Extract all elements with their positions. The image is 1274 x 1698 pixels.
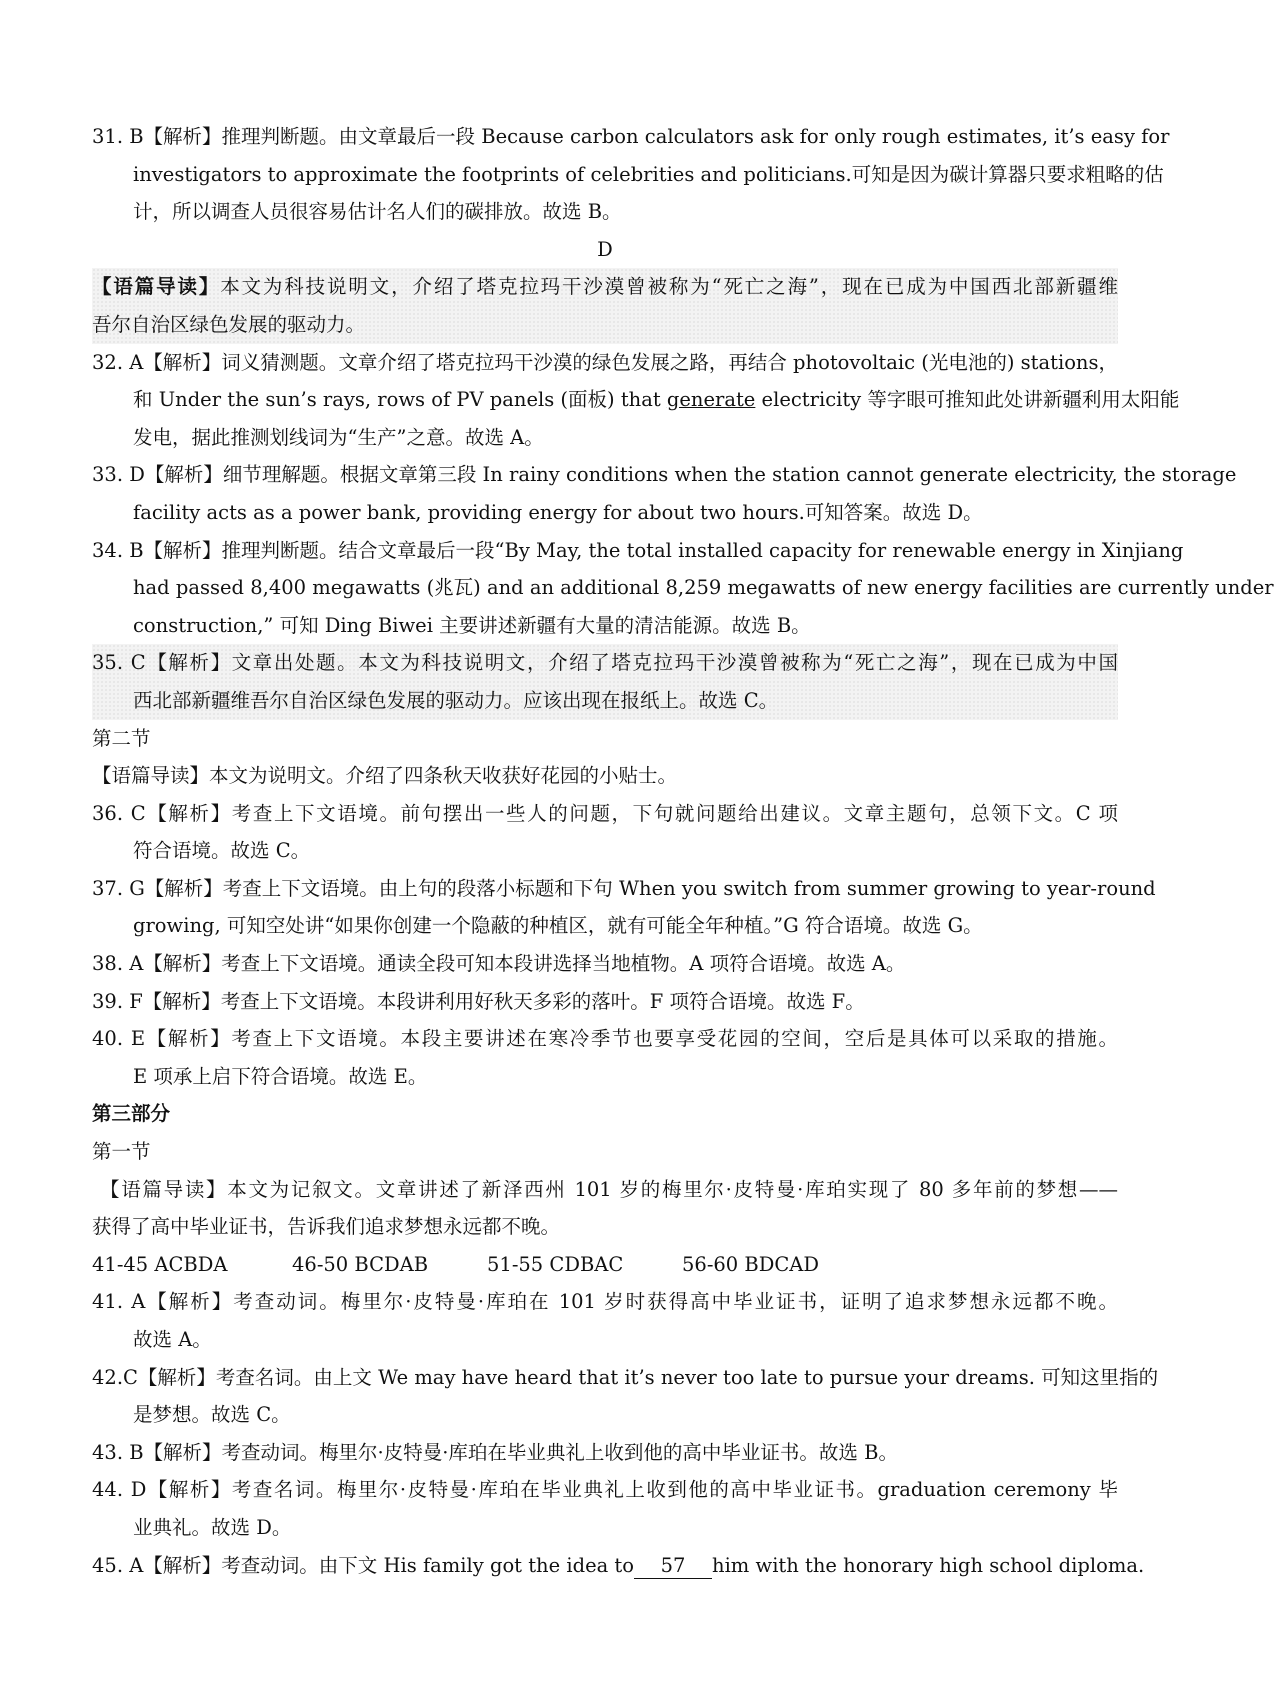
d-intro-line-1: 【语篇导读】本文为科技说明文，介绍了塔克拉玛干沙漠曾被称为“死亡之海”，现在已成为中国西北部新疆维 [92, 275, 1118, 299]
answer-key-46-50: 46-50 BCDAB [292, 1252, 429, 1276]
q32-line-3: 发电，据此推测划线词为“生产”之意。故选 A。 [133, 425, 544, 449]
q32-line-1: 32. A【解析】词义猜测题。文章介绍了塔克拉玛干沙漠的绿色发展之路，再结合 photovoltaic (光电池的) stations， [92, 350, 1118, 374]
q41-line-1: 41. A【解析】考查动词。梅里尔·皮特曼·库珀在 101 岁时获得高中毕业证书，证明了追求梦想永远都不晚。 [92, 1290, 1118, 1314]
q40-line-1: 40. E【解析】考查上下文语境。本段主要讲述在寒冷季节也要享受花园的空间，空后是具体可以采取的措施。 [92, 1027, 1118, 1051]
q45-text-post: him with the honorary high school diploma. [712, 1553, 1145, 1577]
answer-q36 [92, 795, 1118, 870]
q36-line-1: 36. C【解析】考查上下文语境。前句摆出一些人的问题，下句就问题给出建议。文章主题句，总领下文。C 项 [92, 801, 1118, 825]
q42-line-1: 42.C【解析】考查名词。由上文 We may have heard that it’s never too late to pursue your dreams. 可知这里指的 [92, 1365, 1159, 1389]
answer-q44 [92, 1471, 1118, 1546]
q34-line-2: had passed 8,400 megawatts (兆瓦) and an additional 8,259 megawatts of new energy facilities are currently under [133, 576, 1274, 600]
q41-line-2: 故选 A。 [133, 1328, 212, 1351]
q44-line-1: 44. D【解析】考查名词。梅里尔·皮特曼·库珀在毕业典礼上收到他的高中毕业证书。graduation ceremony 毕 [92, 1478, 1118, 1502]
d-intro-line-2: 吾尔自治区绿色发展的驱动力。 [92, 312, 366, 336]
answer-q41 [92, 1283, 1118, 1358]
q34-line-1: 34. B【解析】推理判断题。结合文章最后一段“By May, the total installed capacity for renewable energy in Xinjiang [92, 538, 1184, 562]
q31-line-3: 计，所以调查人员很容易估计名人们的碳排放。故选 B。 [133, 200, 622, 224]
q35-line-1: 35. C【解析】文章出处题。本文为科技说明文，介绍了塔克拉玛干沙漠曾被称为“死亡之海”，现在已成为中国 [92, 651, 1118, 675]
answer-q39: 39. F【解析】考查上下文语境。本段讲利用好秋天多彩的落叶。F 项符合语境。故选 F。 [92, 989, 865, 1013]
q33-line-1: 33. D【解析】细节理解题。根据文章第三段 In rainy conditions when the station cannot generate electricity, the storage [92, 463, 1237, 487]
answer-q38: 38. A【解析】考查上下文语境。通读全段可知本段讲选择当地植物。A 项符合语境。故选 A。 [92, 952, 906, 976]
q42-line-2: 是梦想。故选 C。 [133, 1403, 291, 1427]
q37-line-2: growing, 可知空处讲“如果你创建一个隐蔽的种植区，就有可能全年种植。”G 符合语境。故选 G。 [133, 914, 983, 938]
q45-blank: 57 [634, 1554, 712, 1579]
q32-text-pre: 和 Under the sun’s rays, rows of PV panels (面板) that [133, 388, 667, 412]
answer-key-row [92, 1246, 1118, 1284]
answer-q43: 43. B【解析】考查动词。梅里尔·皮特曼·库珀在毕业典礼上收到他的高中毕业证书。故选 B。 [92, 1440, 898, 1464]
answer-q34 [92, 532, 1274, 645]
q32-underlined-word: generate [666, 388, 756, 412]
answer-q31 [92, 118, 1170, 231]
answer-key-41-45: 41-45 ACBDA [92, 1252, 228, 1276]
part-3-section-1: 第一节 [92, 1140, 151, 1164]
answer-q45 [92, 1547, 1145, 1585]
part-3-intro [92, 1171, 1118, 1246]
document-page [92, 118, 1274, 1584]
answer-q37 [92, 870, 1156, 945]
part3-intro-line-1: 【语篇导读】本文为记叙文。文章讲述了新泽西州 101 岁的梅里尔·皮特曼·库珀实现了 80 多年前的梦想—— [100, 1177, 1118, 1201]
q33-line-2: facility acts as a power bank, providing energy for about two hours.可知答案。故选 D。 [133, 500, 983, 524]
answer-q32 [92, 344, 1180, 457]
answer-q33 [92, 456, 1237, 531]
q45-text-pre: 45. A【解析】考查动词。由下文 His family got the idea to [92, 1553, 635, 1577]
q31-line-1: 31. B【解析】推理判断题。由文章最后一段 Because carbon calculators ask for only rough estimates, it’s easy for [92, 125, 1170, 148]
q34-line-3: construction,” 可知 Ding Biwei 主要讲述新疆有大量的清洁能源。故选 B。 [133, 613, 811, 637]
section-2-intro: 【语篇导读】本文为说明文。介绍了四条秋天收获好花园的小贴士。 [92, 764, 678, 788]
q31-line-2: investigators to approximate the footprints of celebrities and politicians.可知是因为碳计算器只要求粗略的估 [133, 162, 1164, 186]
answer-q42 [92, 1359, 1159, 1434]
q32-line-2 [92, 381, 1180, 419]
answer-key-56-60: 56-60 BDCAD [682, 1252, 820, 1276]
part-3-title: 第三部分 [92, 1102, 171, 1126]
section-2-title: 第二节 [92, 726, 151, 750]
q37-line-1: 37. G【解析】考查上下文语境。由上句的段落小标题和下句 When you switch from summer growing to year-round [92, 876, 1156, 900]
q35-line-2: 西北部新疆维吾尔自治区绿色发展的驱动力。应该出现在报纸上。故选 C。 [133, 688, 779, 712]
passage-d-intro [92, 268, 1118, 343]
answer-key-51-55: 51-55 CDBAC [487, 1252, 624, 1276]
answer-q40 [92, 1020, 1118, 1095]
q44-line-2: 业典礼。故选 D。 [133, 1515, 292, 1539]
d-intro-text-1: 本文为科技说明文，介绍了塔克拉玛干沙漠曾被称为“死亡之海”，现在已成为中国西北部新疆维 [220, 275, 1118, 299]
part3-intro-line-2: 获得了高中毕业证书，告诉我们追求梦想永远都不晚。 [92, 1215, 561, 1239]
passage-d-heading: D [597, 237, 613, 261]
q32-text-post: electricity 等字眼可推知此处讲新疆利用太阳能 [755, 388, 1180, 412]
answer-q35 [92, 644, 1118, 719]
q36-line-2: 符合语境。故选 C。 [133, 839, 311, 863]
q40-line-2: E 项承上启下符合语境。故选 E。 [133, 1064, 428, 1088]
